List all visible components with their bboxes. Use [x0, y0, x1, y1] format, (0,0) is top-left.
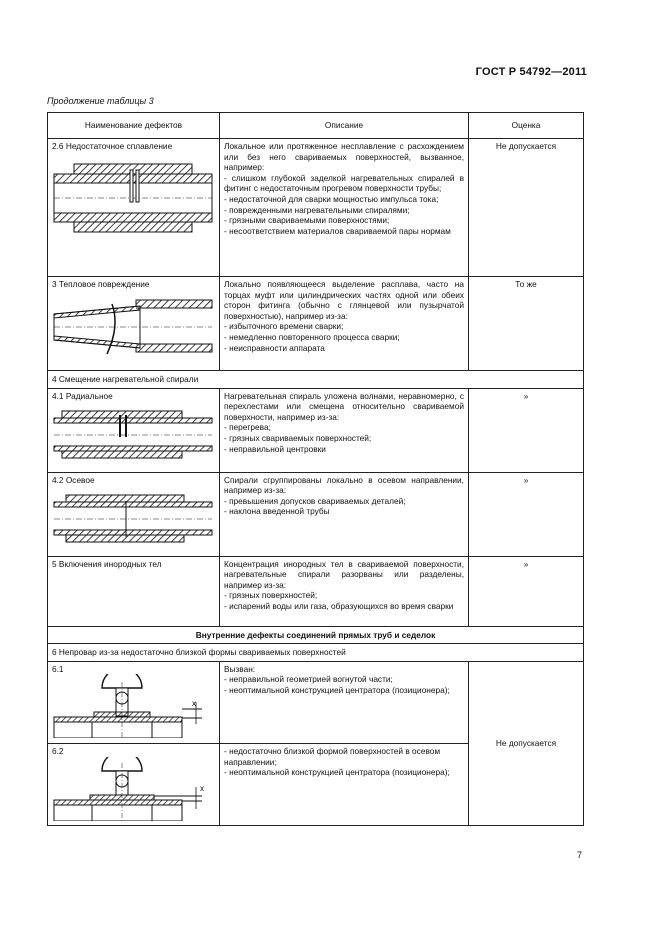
group-heading: 4 Смещение нагревательной спирали: [48, 371, 584, 389]
group-heading: 6 Непровар из-за недостаточно близкой формы свариваемых поверхностей: [48, 644, 584, 662]
desc-line: - поврежденными нагревательными спиралями;: [224, 204, 410, 215]
desc-line: - несоответствием материалов свариваемой пары нормам: [224, 225, 451, 236]
defect-description: [220, 139, 469, 277]
defect-name: 4.2 Осевое: [52, 474, 95, 485]
insufficient-fusion-figure: [52, 158, 214, 250]
desc-line: - перегрева;: [224, 422, 271, 433]
defect-description: [220, 661, 469, 743]
table-header-row: [48, 113, 584, 139]
saddle-axial-figure: [52, 757, 214, 821]
dimension-label: x: [192, 699, 196, 709]
defect-grade: Не допускается: [469, 661, 584, 825]
defect-grade: То же: [469, 277, 584, 371]
desc-line: - неисправности аппарата: [224, 342, 325, 353]
axial-displacement-figure: [52, 491, 214, 547]
defect-name-cell: [48, 388, 220, 472]
defect-description: [220, 277, 469, 371]
defect-name-cell: [48, 139, 220, 277]
defect-name-cell: [48, 661, 220, 743]
defect-grade: »: [469, 556, 584, 626]
desc-line: - грязных свариваемых поверхностей;: [224, 432, 372, 443]
defect-name-cell: [48, 556, 220, 626]
defects-table: [47, 112, 584, 826]
table-continuation-caption: Продолжение таблицы 3: [47, 96, 154, 106]
defect-name-cell: [48, 743, 220, 825]
desc-line: - недостаточно близкой формой поверхностей в осевом направлении;: [224, 745, 441, 767]
desc-line: - грязными свариваемыми поверхностями;: [224, 215, 390, 226]
table-row: [48, 277, 584, 371]
defect-name: 2.6 Недостаточное сплавление: [52, 141, 173, 151]
standard-header: ГОСТ Р 54792—2011: [475, 66, 587, 78]
desc-line: - наклона введенной трубы: [224, 506, 330, 517]
radial-displacement-figure: [52, 407, 214, 463]
header-grade: Оценка: [469, 113, 584, 139]
thermal-damage-figure: [52, 296, 214, 358]
table-row: [48, 661, 584, 743]
header-defect-name: Наименование дефектов: [48, 113, 220, 139]
desc-line: Концентрация инородных тел в свариваемой поверхности, нагревательные спирали разорваны или разделены, например из-за:: [224, 558, 464, 590]
defect-description: [220, 743, 469, 825]
section-heading: Внутренние дефекты соединений прямых труб и седелок: [48, 626, 584, 644]
defect-grade: »: [469, 388, 584, 472]
desc-line: - неоптимальной конструкцией центратора (позиционера);: [224, 767, 450, 778]
table-row: [48, 139, 584, 277]
table-row: [48, 371, 584, 389]
dimension-label: x: [200, 783, 204, 793]
desc-line: Нагревательная спираль уложена волнами, неравномерно, с перехлестами или смещена относительно свариваемой поверхности, например из-за:: [224, 390, 464, 422]
desc-line: Локальное или протяженное несплавление с расхождением или без него свариваемых поверхностей, вызванное, например:: [224, 141, 464, 173]
table-row: [48, 556, 584, 626]
desc-line: - избыточного времени сварки;: [224, 321, 344, 332]
table-row: [48, 472, 584, 556]
header-description: Описание: [220, 113, 469, 139]
table-row: [48, 626, 584, 644]
defect-name: 6.2: [52, 745, 64, 756]
defect-grade: »: [469, 472, 584, 556]
defect-name-cell: [48, 472, 220, 556]
desc-line: - недостаточной для сварки мощностью импульса тока;: [224, 193, 439, 204]
desc-line: - испарений воды или газа, образующихся во время сварки: [224, 600, 454, 611]
defect-description: [220, 388, 469, 472]
table-row: [48, 644, 584, 662]
defect-name: 4.1 Радиальное: [52, 390, 113, 401]
desc-line: - неоптимальной конструкцией центратора (позиционера);: [224, 684, 450, 695]
defect-description: [220, 472, 469, 556]
saddle-geometry-figure: [52, 674, 214, 738]
desc-line: Локально появляющееся выделение расплава, часто на торцах муфт или цилиндрических частях одной или обеих сторон фитинга (обычно с глянцевой или пузырчатой поверхностью), например из-за:: [224, 279, 464, 321]
desc-line: - неправильной геометрией вогнутой части;: [224, 674, 393, 685]
desc-line: Спирали сгруппированы локально в осевом направлении, например из-за:: [224, 474, 464, 496]
defect-name-cell: [48, 277, 220, 371]
defect-name: 5 Включения инородных тел: [52, 558, 162, 569]
defect-grade: Не допускается: [469, 139, 584, 277]
defect-name: 6.1: [52, 663, 64, 674]
defect-name: 3 Тепловое повреждение: [52, 279, 150, 289]
desc-line: - превышения допусков свариваемых деталей;: [224, 495, 406, 506]
desc-line: - немедленно повторенного процесса сварки;: [224, 331, 400, 342]
desc-line: - грязных поверхностей;: [224, 590, 318, 601]
desc-line: - неправильной центровки: [224, 443, 326, 454]
desc-line: Вызван:: [224, 663, 256, 674]
defect-description: [220, 556, 469, 626]
table-row: [48, 388, 584, 472]
desc-line: - слишком глубокой заделкой нагревательных спиралей в фитинг с недостаточным прогревом поверхности трубы;: [224, 172, 464, 194]
page-number: 7: [576, 850, 582, 860]
